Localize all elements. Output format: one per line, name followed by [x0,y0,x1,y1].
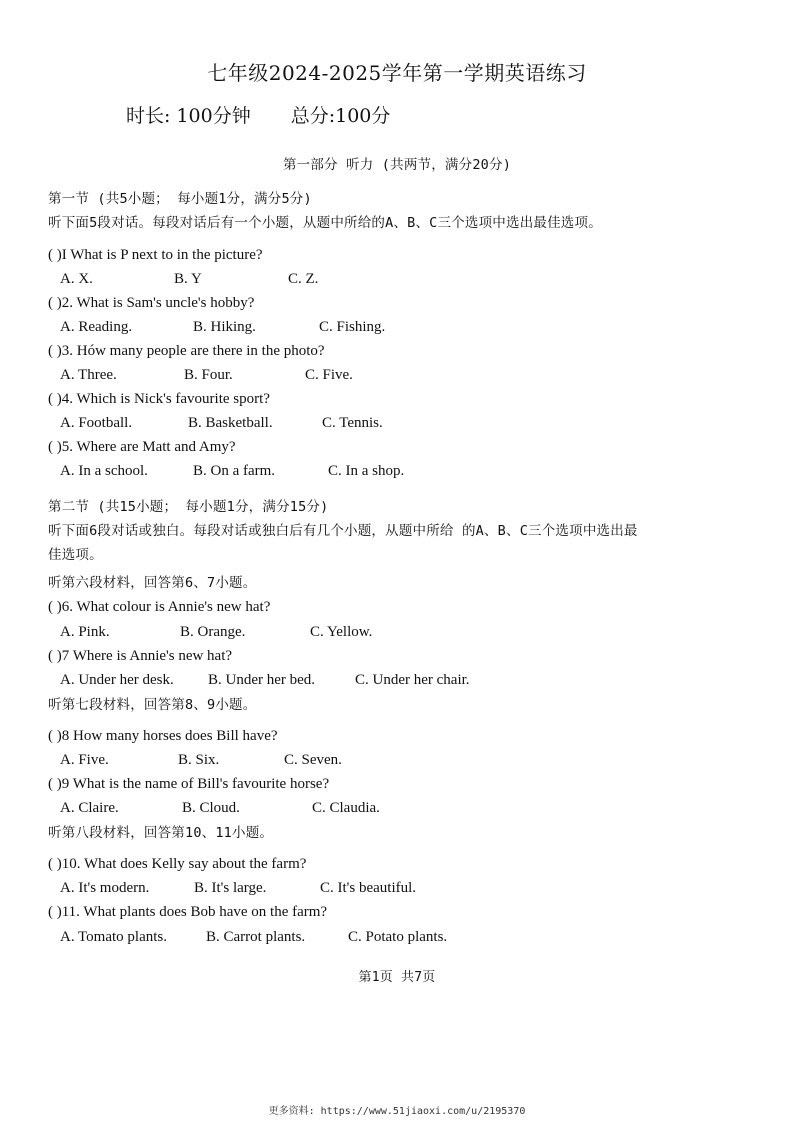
exam-duration: 时长: 100分钟 [126,105,251,127]
option-c: C. Five. [305,367,353,383]
option-c: C. Yellow. [310,624,373,640]
option-c: C. In a shop. [328,463,405,479]
material-7-note: 听第七段材料，回答第8、9小题。 [48,697,257,713]
question-3-options [60,366,353,384]
question-11: ( )11. What plants does Bob have on the farm? [48,904,328,920]
question-5: ( )5. Where are Matt and Amy? [48,439,236,455]
question-8: ( )8 How many horses does Bill have? [48,728,278,744]
option-c: C. It's beautiful. [320,880,417,896]
question-4: ( )4. Which is Nick's favourite sport? [48,391,270,407]
option-a: A. Three. [60,367,117,383]
question-6-options [60,623,372,641]
section1-instruction: 听下面5段对话。每段对话后有一个小题，从题中所给的A、B、C三个选项中选出最佳选项。 [48,215,602,231]
question-4-options [60,414,383,432]
option-c: C. Under her chair. [355,672,470,688]
option-a: A. Five. [60,752,109,768]
question-10: ( )10. What does Kelly say about the farm? [48,856,307,872]
question-5-options [60,462,404,480]
option-c: C. Claudia. [312,800,380,816]
section2-instruction-line1: 听下面6段对话或独白。每段对话或独白后有几个小题，从题中所给 的A、B、C三个选项中选出最 [48,523,638,539]
page-number: 第1页 共7页 [358,970,436,985]
material-6-note: 听第六段材料，回答第6、7小题。 [48,575,257,591]
option-c: C. Seven. [284,752,342,768]
option-b: B. Basketball. [188,415,273,431]
option-c: C. Z. [288,271,319,287]
option-c: C. Tennis. [322,415,383,431]
option-b: B. Orange. [180,624,246,640]
option-b: B. Cloud. [182,800,240,816]
section2-heading: 第二节 (共15小题； 每小题1分，满分15分) [48,499,329,515]
question-10-options [60,879,416,897]
question-6: ( )6. What colour is Annie's new hat? [48,599,271,615]
question-7-options [60,671,470,689]
option-a: A. Reading. [60,319,133,335]
option-a: A. Under her desk. [60,672,174,688]
option-b: B. Under her bed. [208,672,316,688]
question-11-options [60,928,447,946]
question-9: ( )9 What is the name of Bill's favourite horse? [48,776,330,792]
section1-heading: 第一节 (共5小题； 每小题1分，满分5分) [48,191,312,207]
question-8-options [60,751,342,769]
option-a: A. In a school. [60,463,148,479]
question-1-options [60,270,318,288]
option-b: B. It's large. [194,880,267,896]
option-b: B. Y [174,271,202,287]
question-2-options [60,318,385,336]
option-b: B. Hiking. [193,319,256,335]
question-2: ( )2. What is Sam's uncle's hobby? [48,295,255,311]
question-7: ( )7 Where is Annie's new hat? [48,648,233,664]
option-a: A. Pink. [60,624,110,640]
option-b: B. Carrot plants. [206,929,306,945]
material-8-note: 听第八段材料，回答第10、11小题。 [48,825,274,841]
question-3: ( )3. Hów many people are there in the photo? [48,343,325,359]
source-link[interactable]: 更多资料: https://www.51jiaoxi.com/u/2195370 [268,1106,526,1117]
option-a: A. X. [60,271,93,287]
question-1: ( )I What is P next to in the picture? [48,247,263,263]
option-b: B. Six. [178,752,220,768]
option-a: A. It's modern. [60,880,150,896]
exam-title: 七年级2024-2025学年第一学期英语练习 [207,61,587,85]
exam-meta [126,101,390,128]
option-c: C. Fishing. [319,319,386,335]
section2-instruction-line2: 佳选项。 [48,547,103,563]
option-a: A. Football. [60,415,133,431]
part1-title: 第一部分 听力 (共两节，满分20分) [282,157,512,173]
option-c: C. Potato plants. [348,929,448,945]
option-a: A. Claire. [60,800,119,816]
question-9-options [60,799,380,817]
option-a: A. Tomato plants. [60,929,167,945]
option-b: B. On a farm. [193,463,276,479]
option-b: B. Four. [184,367,233,383]
exam-total-score: 总分:100分 [290,105,391,127]
